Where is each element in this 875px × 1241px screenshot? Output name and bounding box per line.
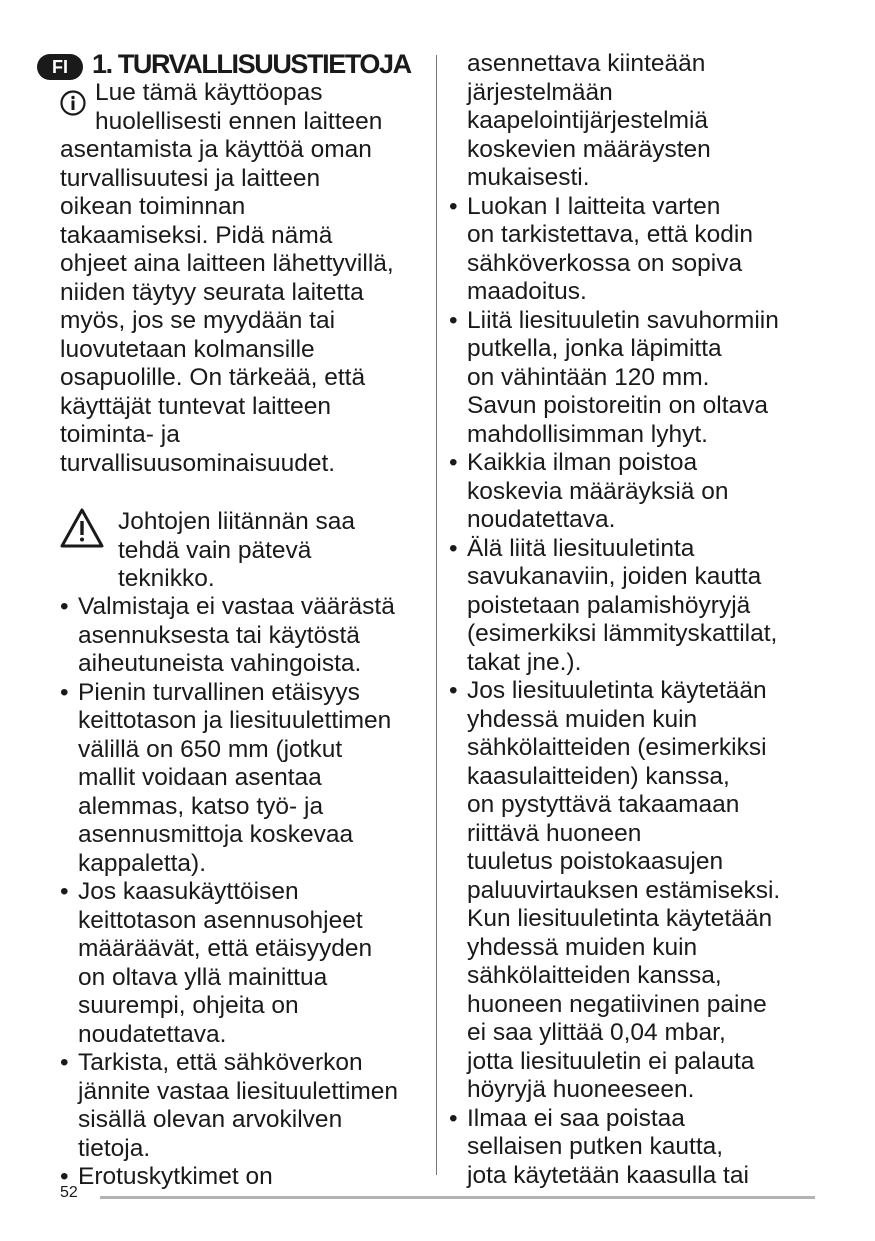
bullet-marker: • <box>449 677 458 704</box>
bullet-text-line: keittotason ja liesituulettimen <box>78 707 392 734</box>
intro-text-line: turvallisuusominaisuudet. <box>60 449 336 477</box>
intro-text-line: ohjeet aina laitteen lähettyvillä, <box>60 250 394 277</box>
intro-text-line: myös, jos se myydään tai <box>60 307 336 334</box>
column-divider <box>436 55 437 1175</box>
bullet-marker: • <box>60 593 69 620</box>
bullet-text-line: (esimerkiksi lämmityskattilat, <box>467 620 778 647</box>
bullet-text-line: noudatettava. <box>467 506 616 533</box>
bullet-marker: • <box>60 878 69 905</box>
bullet-text-line: Luokan I laitteita varten <box>467 192 721 220</box>
bullet-text-line: putkella, jonka läpimitta <box>467 335 722 362</box>
bullet-text-line: Savun poistoreitin on oltava <box>467 392 768 419</box>
bullet-text-line: on oltava yllä mainittua <box>78 963 328 991</box>
bullet-text-line: poistetaan palamishöyryjä <box>467 591 751 619</box>
bullet-text-line: on tarkistettava, että kodin <box>467 221 753 248</box>
bullet-marker: • <box>60 678 69 706</box>
bullet-text-line: tietoja. <box>78 1134 151 1162</box>
bullet-text-line: sähkölaitteiden kanssa, <box>467 962 722 989</box>
intro-text-line: oikean toiminnan <box>60 193 246 220</box>
bullet-marker: • <box>449 192 458 220</box>
bullet-text-line: sisällä olevan arvokilven <box>78 1106 343 1133</box>
bullet-marker: • <box>60 1163 69 1190</box>
bullet-text-line: koskevia määräyksiä on <box>467 477 729 505</box>
bullet-text-line: aiheutuneista vahingoista. <box>78 650 362 677</box>
intro-text-line: takaamiseksi. Pidä nämä <box>60 221 333 249</box>
bullet-marker: • <box>449 534 458 562</box>
bullet-text-line: Kaikkia ilman poistoa <box>467 449 698 476</box>
bullet-text-line: ei saa ylittää 0,04 mbar, <box>467 1019 726 1046</box>
page-number: 52 <box>60 1184 78 1201</box>
bullet-text-line: riittävä huoneen <box>467 819 642 847</box>
intro-text-line: asentamista ja käyttöä oman <box>60 136 372 163</box>
intro-text-line: Lue tämä käyttöopas <box>95 79 323 106</box>
bullet-text-line: asennuksesta tai käytöstä <box>78 621 360 649</box>
bullet-text-line: yhdessä muiden kuin <box>467 705 698 733</box>
bullet-text-line: Älä liitä liesituuletinta <box>467 534 695 562</box>
bullet-text-line: Jos kaasukäyttöisen <box>78 878 299 905</box>
bullet-text-line: kappaletta). <box>78 849 207 877</box>
bullet-text-line: mahdollisimman lyhyt. <box>467 420 708 448</box>
intro-text-line: osapuolille. On tärkeää, että <box>60 364 366 391</box>
bullet-text-line: Liitä liesituuletin savuhormiin <box>467 306 779 334</box>
bullet-text-line: kaasulaitteiden) kanssa, <box>467 762 730 790</box>
section-heading: 1. TURVALLISUUSTIETOJA <box>92 49 411 79</box>
bullet-marker: • <box>449 306 458 334</box>
continuation-text-line: mukaisesti. <box>467 164 590 191</box>
warning-text-line: Johtojen liitännän saa <box>118 508 356 535</box>
bullet-text-line: paluuvirtauksen estämiseksi. <box>467 876 781 904</box>
bullet-text-line: Kun liesituuletinta käytetään <box>467 905 773 932</box>
intro-text-line: luovutetaan kolmansille <box>60 335 315 363</box>
warning-triangle-icon <box>59 507 105 549</box>
continuation-text-line: kaapelointijärjestelmiä <box>467 107 709 134</box>
bullet-text-line: Jos liesituuletinta käytetään <box>467 677 767 704</box>
footer-rule <box>100 1196 815 1199</box>
bullet-text-line: asennusmittoja koskevaa <box>78 821 354 848</box>
continuation-text-line: asennettava kiinteään <box>467 50 706 77</box>
bullet-text-line: huoneen negatiivinen paine <box>467 990 767 1018</box>
warning-text-line: teknikko. <box>118 565 215 592</box>
bullet-text-line: jotta liesituuletin ei palauta <box>467 1047 755 1075</box>
bullet-text-line: Erotuskytkimet on <box>78 1163 273 1190</box>
intro-text-line: huolellisesti ennen laitteen <box>95 107 383 135</box>
bullet-text-line: on pystyttävä takaamaan <box>467 791 740 818</box>
bullet-text-line: määräävät, että etäisyyden <box>78 935 373 962</box>
bullet-text-line: maadoitus. <box>467 278 587 305</box>
bullet-text-line: keittotason asennusohjeet <box>78 906 363 934</box>
bullet-marker: • <box>449 1104 458 1132</box>
language-badge: FI <box>37 54 83 80</box>
bullet-text-line: Pienin turvallinen etäisyys <box>78 678 360 706</box>
bullet-text-line: Tarkista, että sähköverkon <box>78 1049 363 1076</box>
bullet-text-line: jota käytetään kaasulla tai <box>467 1161 749 1189</box>
continuation-text-line: koskevien määräysten <box>467 135 711 163</box>
bullet-text-line: mallit voidaan asentaa <box>78 764 322 791</box>
bullet-text-line: sellaisen putken kautta, <box>467 1133 724 1160</box>
intro-text-line: toiminta- ja <box>60 421 180 448</box>
bullet-text-line: jännite vastaa liesituulettimen <box>78 1077 399 1105</box>
bullet-text-line: suurempi, ohjeita on <box>78 992 299 1019</box>
bullet-text-line: höyryjä huoneeseen. <box>467 1076 695 1103</box>
continuation-text-line: järjestelmään <box>467 78 613 106</box>
bullet-text-line: noudatettava. <box>78 1020 227 1048</box>
intro-text-line: turvallisuutesi ja laitteen <box>60 164 321 192</box>
bullet-text-line: takat jne.). <box>467 648 582 676</box>
warning-text-line: tehdä vain pätevä <box>118 536 312 564</box>
bullet-text-line: on vähintään 120 mm. <box>467 363 710 391</box>
bullet-text-line: Valmistaja ei vastaa väärästä <box>78 593 395 620</box>
intro-text-line: niiden täytyy seurata laitetta <box>60 278 364 306</box>
bullet-text-line: sähkölaitteiden (esimerkiksi <box>467 734 767 761</box>
bullet-text-line: yhdessä muiden kuin <box>467 933 698 961</box>
bullet-text-line: Ilmaa ei saa poistaa <box>467 1104 685 1132</box>
bullet-text-line: tuuletus poistokaasujen <box>467 848 724 875</box>
bullet-text-line: välillä on 650 mm (jotkut <box>78 735 343 763</box>
bullet-marker: • <box>60 1049 69 1076</box>
bullet-text-line: savukanaviin, joiden kautta <box>467 563 762 590</box>
bullet-text-line: alemmas, katso työ- ja <box>78 792 324 820</box>
intro-text-line: käyttäjät tuntevat laitteen <box>60 392 332 420</box>
bullet-marker: • <box>449 449 458 476</box>
bullet-text-line: sähköverkossa on sopiva <box>467 249 743 277</box>
info-icon <box>60 90 86 116</box>
